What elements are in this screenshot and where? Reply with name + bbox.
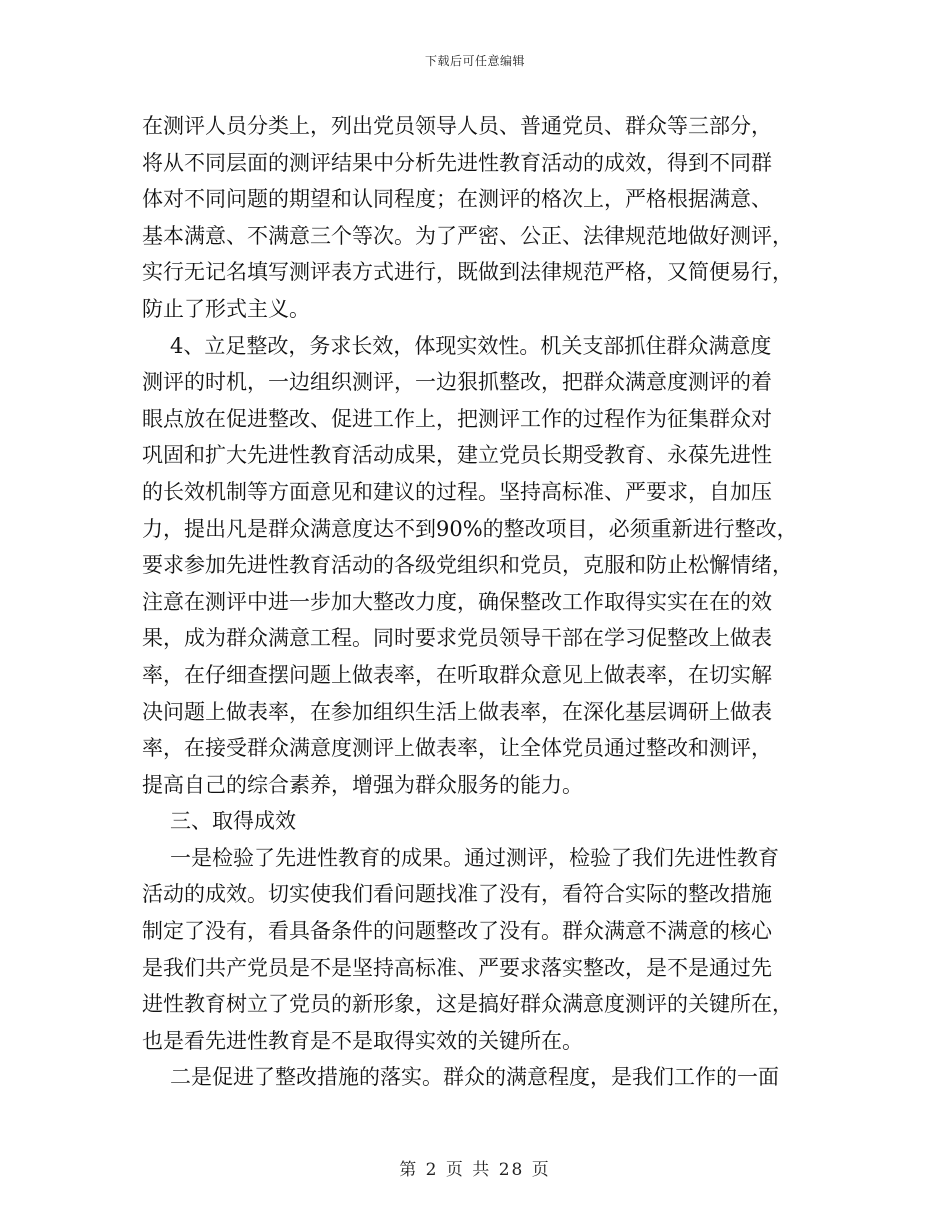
page-footer: 第 2 页 共 28 页 [399,1160,551,1180]
section-heading: 三、取得成效 [170,809,296,834]
text-line: 在测评人员分类上，列出党员领导人员、普通党员、群众等三部分， [142,114,772,138]
text-line: 测评的时机，一边组织测评，一边狠抓整改，把群众满意度测评的着 [142,370,772,395]
text-line: 进性教育树立了党员的新形象，这是搞好群众满意度测评的关键所在， [142,992,793,1017]
text-line: 一是检验了先进性教育的成果。通过测评，检验了我们先进性教育 [170,845,779,870]
text-line: 将从不同层面的测评结果中分析先进性教育活动的成效，得到不同群 [142,150,772,175]
text-line: 力，提出凡是群众满意度达不到90%的整改项目，必须重新进行整改， [142,516,798,541]
text-line: 活动的成效。切实使我们看问题找准了没有，看符合实际的整改措施 [142,882,772,907]
body-text [142,108,812,1096]
text-line: 巩固和扩大先进性教育活动成果，建立党员长期受教育、永葆先进性 [142,443,772,468]
text-line: 4、立足整改，务求长效，体现实效性。机关支部抓住群众满意度 [170,333,772,358]
text-line: 率，在接受群众满意度测评上做表率，让全体党员通过整改和测评， [142,736,772,761]
text-line: 果，成为群众满意工程。同时要求党员领导干部在学习促整改上做表 [142,626,772,651]
text-line: 要求参加先进性教育活动的各级党组织和党员，克服和防止松懈情绪， [142,553,793,578]
text-line: 体对不同问题的期望和认同程度；在测评的格次上，严格根据满意、 [142,187,772,212]
text-line: 实行无记名填写测评表方式进行，既做到法律规范严格，又简便易行， [142,260,793,285]
text-line: 二是促进了整改措施的落实。群众的满意程度，是我们工作的一面 [170,1065,779,1090]
page-header: 下载后可任意编辑 [424,54,525,68]
text-line: 是我们共产党员是不是坚持高标准、严要求落实整改，是不是通过先 [142,955,772,980]
text-line: 基本满意、不满意三个等次。为了严密、公正、法律规范地做好测评， [142,223,793,248]
text-line: 率，在仔细查摆问题上做表率，在听取群众意见上做表率，在切实解 [142,662,772,687]
text-line: 的长效机制等方面意见和建议的过程。坚持高标准、严要求，自加压 [142,479,772,504]
text-line: 也是看先进性教育是不是取得实效的关键所在。 [142,1028,583,1053]
text-line: 注意在测评中进一步加大整改力度，确保整改工作取得实实在在的效 [142,589,772,614]
text-line: 防止了形式主义。 [142,296,310,321]
text-line: 决问题上做表率，在参加组织生活上做表率，在深化基层调研上做表 [142,699,772,724]
text-line: 眼点放在促进整改、促进工作上，把测评工作的过程作为征集群众对 [142,406,772,431]
text-line: 制定了没有，看具备条件的问题整改了没有。群众满意不满意的核心 [142,919,772,944]
text-line: 提高自己的综合素养，增强为群众服务的能力。 [142,772,583,797]
